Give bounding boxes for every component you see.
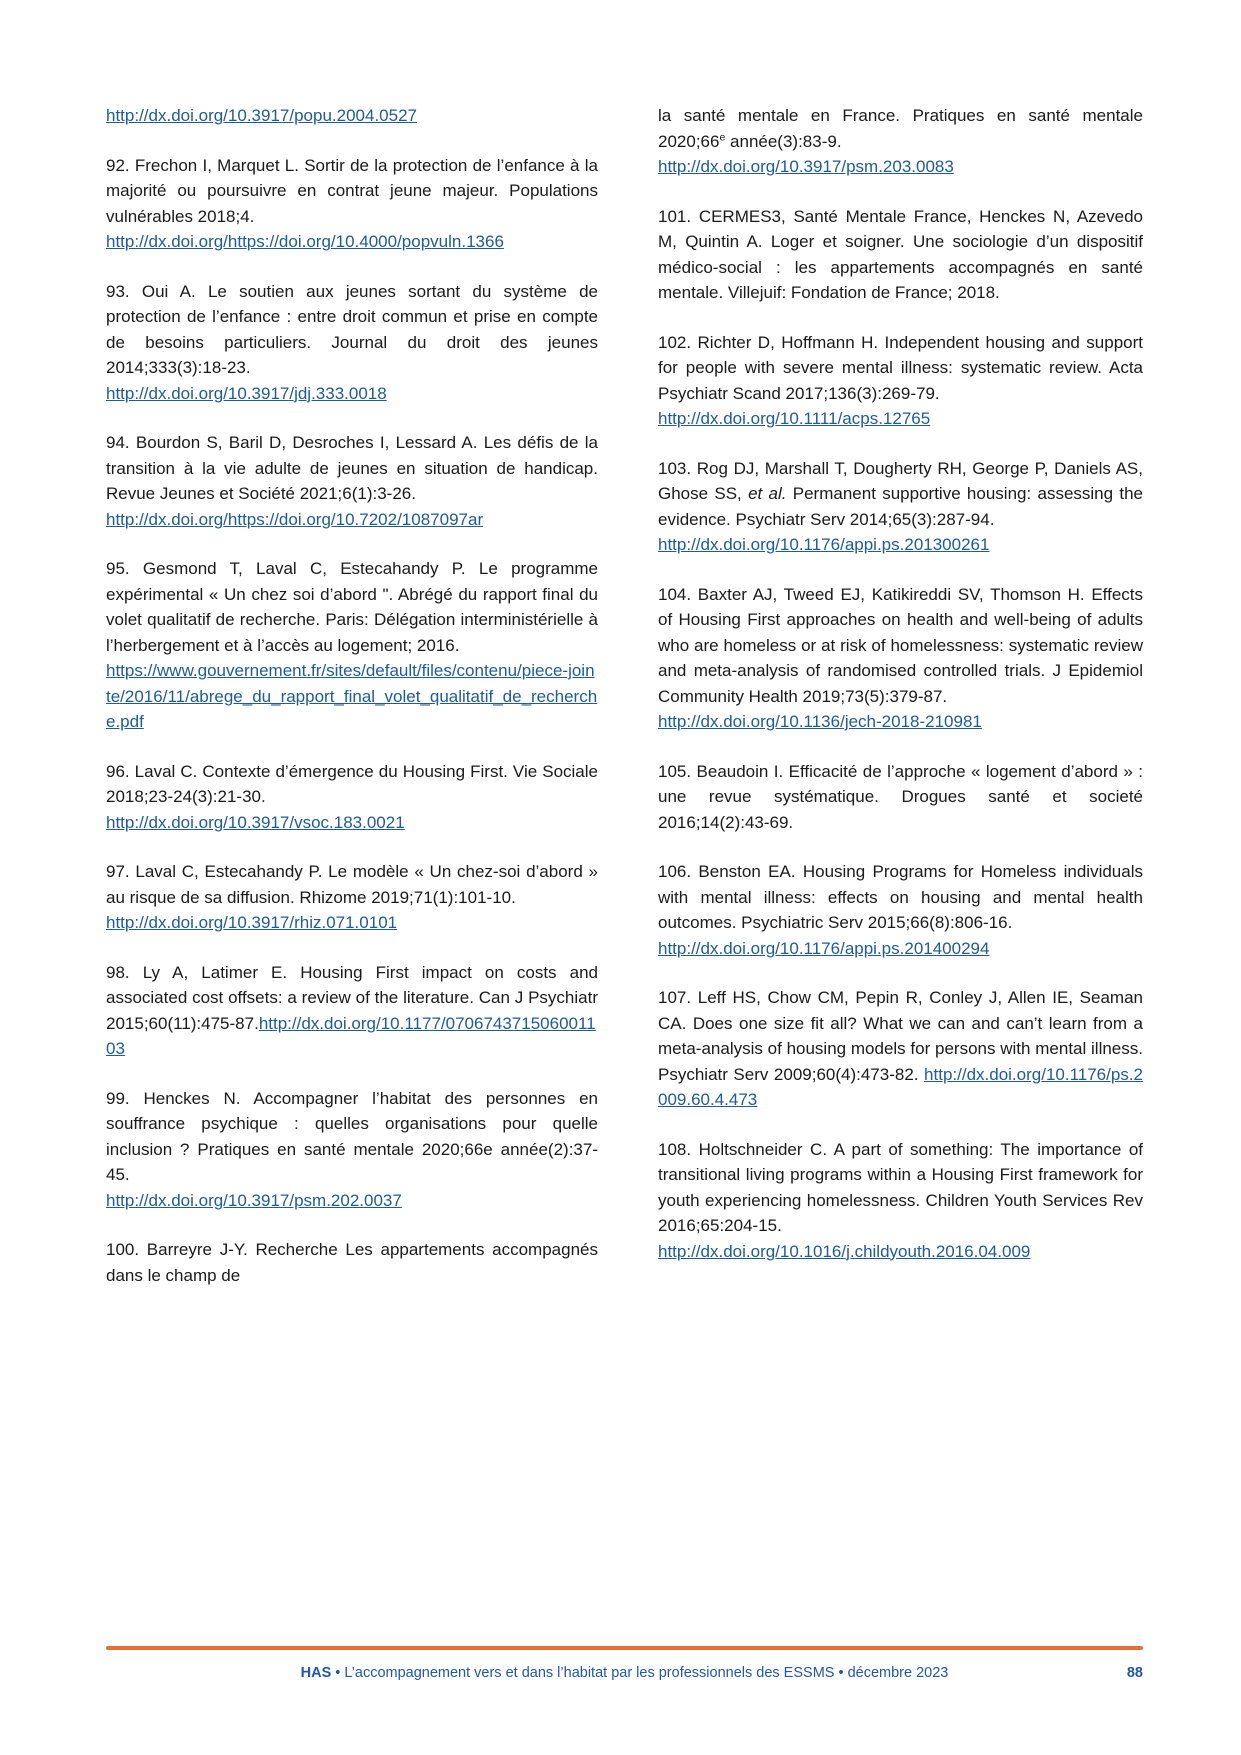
reference-text: 107. Leff HS, Chow CM, Pepin R, Conley J, Allen IE, Seaman CA. Does one size fit all? What we can and can’t learn from a meta-analysis of housing models for persons with mental illness. Psychiatr Serv 2009;60(4):473-82. xyxy=(658,988,1143,1084)
reference-text: 103. Rog DJ, Marshall T, Dougherty RH, George P, Daniels AS, Ghose SS, xyxy=(658,458,1143,503)
reference-text: 106. Benston EA. Housing Programs for Homeless individuals with mental illness: effects on housing and mental health outcomes. Psychiatric Serv 2015;66(8):806-16. xyxy=(658,862,1143,932)
footer-line xyxy=(106,1664,1143,1682)
reference-text: e xyxy=(719,130,726,143)
reference xyxy=(106,430,598,532)
doi-link[interactable]: https://www.gouvernement.fr/sites/default/files/contenu/piece-jointe/2016/11/abrege_du_rapport_final_volet_qualitatif_de_recherche.pdf xyxy=(106,661,598,731)
doi-link[interactable]: http://dx.doi.org/10.3917/vsoc.183.0021 xyxy=(106,812,405,832)
footer-date: décembre 2023 xyxy=(847,1665,949,1681)
reference xyxy=(106,556,598,735)
reference-text: 101. CERMES3, Santé Mentale France, Henckes N, Azevedo M, Quintin A. Loger et soigner. Une sociologie d’un dispositif médico-social : les appartements accompagnés en santé mentale. Villejuif: Fondation de France; 2018. xyxy=(658,206,1143,302)
reference-text: 95. Gesmond T, Laval C, Estecahandy P. Le programme expérimental « Un chez soi d’abord ". Abrégé du rapport final du volet qualitatif de recherche. Paris: Délégation interministérielle à l’herbergement et à l’accès au logement; 2016. xyxy=(106,559,598,655)
reference-text: 93. Oui A. Le soutien aux jeunes sortant du système de protection de l’enfance : entre droit commun et prise en compte de besoins particuliers. Journal du droit des jeunes 2014;333(3):18-23. xyxy=(106,281,598,377)
reference-text: 98. Ly A, Latimer E. Housing First impact on costs and associated cost offsets: a review of the literature. Can J Psychiatr 2015;60(11):475-87. xyxy=(106,962,598,1033)
doi-link[interactable]: http://dx.doi.org/https://doi.org/10.7202/1087097ar xyxy=(106,509,484,529)
footer-text xyxy=(301,1665,949,1681)
doi-link[interactable]: http://dx.doi.org/10.1176/appi.ps.201300261 xyxy=(658,535,990,554)
footer-org: HAS xyxy=(300,1665,332,1681)
reference-text: 92. Frechon I, Marquet L. Sortir de la protection de l’enfance à la majorité ou poursuivre en contrat jeune majeur. Populations vulnérables 2018;4. xyxy=(106,155,598,226)
reference-text: la santé mentale en France. Pratiques en santé mentale 2020;66 xyxy=(658,106,1143,151)
footer-rule xyxy=(106,1646,1143,1650)
footer-title: L’accompagnement vers et dans l’habitat par les professionnels des ESSMS xyxy=(344,1665,835,1681)
doi-link[interactable]: http://dx.doi.org/10.1016/j.childyouth.2016.04.009 xyxy=(658,1241,1031,1261)
reference xyxy=(658,1137,1143,1265)
doi-link[interactable]: http://dx.doi.org/10.1176/ps.2009.60.4.473 xyxy=(658,1064,1143,1109)
reference-text: 97. Laval C, Estecahandy P. Le modèle « Un chez-soi d’abord » au risque de sa diffusion. Rhizome 2019;71(1):101-10. xyxy=(106,862,598,907)
page-number: 88 xyxy=(1126,1665,1143,1681)
doi-link[interactable]: http://dx.doi.org/10.1177/070674371506001103 xyxy=(106,1013,596,1058)
reference xyxy=(106,279,598,407)
doi-link[interactable]: http://dx.doi.org/10.3917/psm.203.0083 xyxy=(658,157,954,176)
reference-text: 96. Laval C. Contexte d’émergence du Housing First. Vie Sociale 2018;23-24(3):21-30. xyxy=(106,761,598,806)
reference-text: 94. Bourdon S, Baril D, Desroches I, Lessard A. Les défis de la transition à la vie adulte de jeunes en situation de handicap. Revue Jeunes et Société 2021;6(1):3-26. xyxy=(106,433,598,503)
reference xyxy=(658,759,1143,836)
doi-link[interactable]: http://dx.doi.org/10.3917/rhiz.071.0101 xyxy=(106,913,398,932)
doi-link[interactable]: http://dx.doi.org/10.3917/psm.202.0037 xyxy=(106,1190,402,1210)
column-left xyxy=(106,103,598,1288)
reference-text: 105. Beaudoin I. Efficacité de l’approche « logement d’abord » : une revue systématique. Drogues santé et societé 2016;14(2):43-69. xyxy=(658,761,1143,832)
doi-link[interactable]: http://dx.doi.org/10.1136/jech-2018-210981 xyxy=(658,712,982,731)
reference xyxy=(106,103,598,129)
reference-text: 108. Holtschneider C. A part of something: The importance of transitional living programs within a Housing First framework for youth experiencing homelessness. Children Youth Services Rev 2016;65:204-15. xyxy=(658,1139,1143,1235)
reference xyxy=(106,153,598,255)
reference xyxy=(658,204,1143,306)
reference xyxy=(106,960,598,1062)
doi-link[interactable]: http://dx.doi.org/10.3917/popu.2004.0527 xyxy=(106,106,417,125)
reference xyxy=(106,759,598,836)
page-footer xyxy=(106,1646,1143,1682)
doi-link[interactable]: http://dx.doi.org/10.1111/acps.12765 xyxy=(658,409,931,428)
reference xyxy=(106,1086,598,1214)
footer-separator: • xyxy=(335,1665,341,1681)
reference xyxy=(658,985,1143,1113)
reference-text: Permanent supportive housing: assessing the evidence. Psychiatr Serv 2014;65(3):287-94. xyxy=(658,484,1143,529)
doi-link[interactable]: http://dx.doi.org/10.3917/jdj.333.0018 xyxy=(106,383,387,403)
doi-link[interactable]: http://dx.doi.org/10.1176/appi.ps.201400294 xyxy=(658,938,990,958)
doi-link[interactable]: http://dx.doi.org/https://doi.org/10.4000/popvuln.1366 xyxy=(106,232,504,251)
reference xyxy=(658,582,1143,735)
reference xyxy=(658,456,1143,558)
reference-text: et al. xyxy=(748,484,787,503)
reference-text: 104. Baxter AJ, Tweed EJ, Katikireddi SV, Thomson H. Effects of Housing First approaches on health and well-being of adults who are homeless or at risk of homelessness: systematic review and meta-analysis of randomised controlled trials. J Epidemiol Community Health 2019;73(5):379-87. xyxy=(658,584,1143,706)
footer-separator: • xyxy=(838,1665,844,1681)
reference-text: année(3):83-9. xyxy=(725,131,842,151)
reference xyxy=(658,330,1143,432)
reference-text: 99. Henckes N. Accompagner l’habitat des personnes en souffrance psychique : quelles organisations pour quelle inclusion ? Pratiques en santé mentale 2020;66e année(2):37-45. xyxy=(106,1088,598,1184)
reference xyxy=(106,1237,598,1288)
reference-text: 100. Barreyre J-Y. Recherche Les appartements accompagnés dans le champ de xyxy=(106,1240,598,1285)
column-right xyxy=(658,103,1143,1288)
reference-text: 102. Richter D, Hoffmann H. Independent housing and support for people with severe mental illness: systematic review. Acta Psychiatr Scand 2017;136(3):269-79. xyxy=(658,332,1143,403)
reference xyxy=(658,859,1143,961)
reference xyxy=(658,103,1143,180)
reference xyxy=(106,859,598,936)
references-section xyxy=(106,103,1143,1288)
